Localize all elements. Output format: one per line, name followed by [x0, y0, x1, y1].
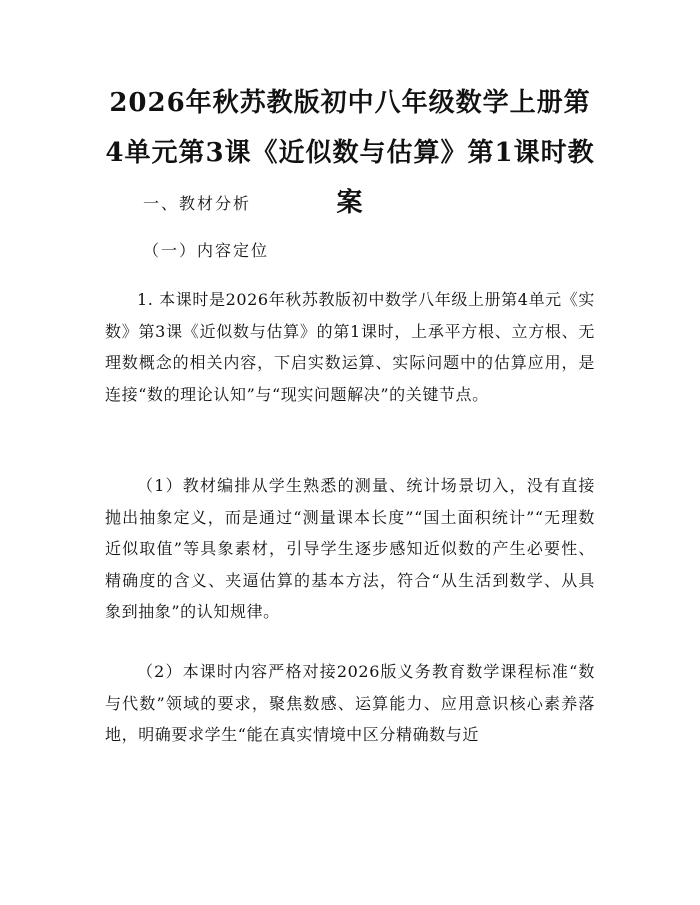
- page-title: 2026年秋苏教版初中八年级数学上册第4单元第3课《近似数与估算》第1课时教案: [105, 88, 595, 218]
- subsection-heading: （一）内容定位: [143, 241, 270, 260]
- paragraph-2: （1）教材编排从学生熟悉的测量、统计场景切入，没有直接抛出抽象定义，而是通过“测量课本长度”“国土面积统计”“无理数近似取值”等具象素材，引导学生逐步感知近似数的产生必要性、精确度的含义、夹逼估算的基本方法，符合“从生活到数学、从具象到抽象”的认知规律。: [105, 476, 595, 621]
- section-heading: 一、教材分析: [143, 194, 252, 213]
- paragraph-3: （2）本课时内容严格对接2026版义务教育数学课程标准“数与代数”领域的要求，聚焦数感、运算能力、应用意识核心素养落地，明确要求学生“能在真实情境中区分精确数与近: [105, 662, 595, 744]
- paragraph-1: 1. 本课时是2026年秋苏教版初中数学八年级上册第4单元《实数》第3课《近似数与估算》的第1课时，上承平方根、立方根、无理数概念的相关内容，下启实数运算、实际问题中的估算应用，是连接“数的理论认知”与“现实问题解决”的关键节点。: [105, 290, 595, 404]
